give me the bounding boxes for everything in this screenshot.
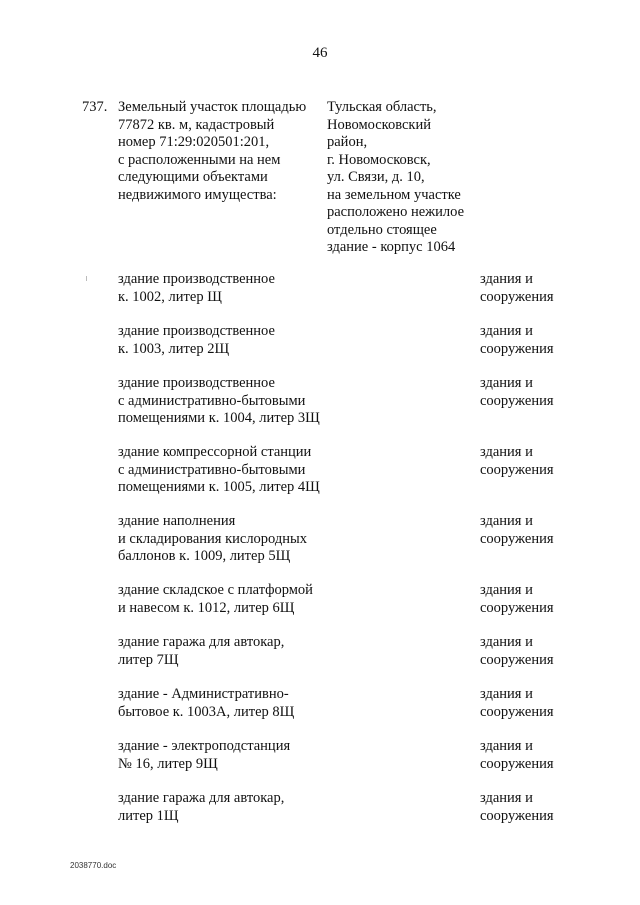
description-line: 77872 кв. м, кадастровый: [118, 116, 275, 133]
page-number: 46: [312, 45, 328, 61]
building-name: [118, 738, 438, 773]
building-name-line: здание складское с платформой: [118, 582, 313, 598]
building-category: [480, 271, 580, 306]
building-category-line: сооружения: [480, 599, 554, 616]
address-line: район,: [327, 134, 368, 150]
building-name: [118, 375, 438, 428]
land-plot-description: [118, 99, 318, 204]
building-name: [118, 634, 438, 669]
building-category-line: здания и: [480, 513, 533, 529]
building-name-line: здание производственное: [118, 375, 275, 391]
building-category-line: здания и: [480, 582, 533, 598]
building-name-line: литер 7Щ: [118, 651, 179, 668]
building-name-line: к. 1003, литер 2Щ: [118, 340, 230, 357]
address-line: отдельно стоящее: [327, 221, 437, 238]
land-plot-address: [327, 99, 487, 257]
building-category: [480, 634, 580, 669]
building-name: [118, 513, 438, 566]
building-name-line: здание гаража для автокар,: [118, 634, 285, 650]
building-name-line: литер 1Щ: [118, 807, 179, 824]
description-line: номер 71:29:020501:201,: [118, 134, 270, 150]
building-name-line: здание производственное: [118, 323, 275, 339]
building-category-line: здания и: [480, 375, 533, 391]
address-line: Тульская область,: [327, 99, 437, 115]
description-line: недвижимого имущества:: [118, 186, 277, 203]
address-line: на земельном участке: [327, 186, 461, 203]
building-name-line: с административно-бытовыми: [118, 461, 306, 478]
address-line: здание - корпус 1064: [327, 239, 456, 255]
building-category: [480, 582, 580, 617]
building-category-line: сооружения: [480, 651, 554, 668]
building-category-line: сооружения: [480, 461, 554, 478]
document-filename: 2038770.doc: [70, 861, 117, 870]
description-line: Земельный участок площадью: [118, 99, 307, 115]
building-category: [480, 686, 580, 721]
building-category-line: здания и: [480, 686, 533, 702]
building-category: [480, 444, 580, 479]
building-name-line: здание - Административно-: [118, 686, 289, 702]
building-name-line: здание наполнения: [118, 513, 236, 529]
description-line: следующими объектами: [118, 169, 268, 185]
building-name-line: и складирования кислородных: [118, 530, 308, 547]
building-category: [480, 513, 580, 548]
building-category-line: здания и: [480, 444, 533, 460]
building-category-line: здания и: [480, 271, 533, 287]
building-category-line: здания и: [480, 323, 533, 339]
building-name: [118, 271, 438, 306]
building-name: [118, 444, 438, 497]
building-name-line: здание - электроподстанция: [118, 738, 291, 754]
building-name-line: с административно-бытовыми: [118, 392, 306, 409]
building-category-line: сооружения: [480, 703, 554, 720]
margin-mark: [86, 276, 87, 281]
building-name: [118, 686, 438, 721]
building-category-line: здания и: [480, 738, 533, 754]
building-category-line: сооружения: [480, 755, 554, 772]
building-name-line: и навесом к. 1012, литер 6Щ: [118, 599, 295, 616]
building-category-line: здания и: [480, 634, 533, 650]
building-name-line: № 16, литер 9Щ: [118, 755, 218, 772]
building-name: [118, 582, 438, 617]
building-name: [118, 323, 438, 358]
building-name-line: баллонов к. 1009, литер 5Щ: [118, 548, 291, 564]
building-name-line: помещениями к. 1005, литер 4Щ: [118, 479, 320, 495]
building-name-line: здание компрессорной станции: [118, 444, 312, 460]
building-name-line: бытовое к. 1003А, литер 8Щ: [118, 703, 295, 720]
address-line: г. Новомосковск,: [327, 151, 431, 168]
building-category-line: сооружения: [480, 288, 554, 305]
building-category: [480, 738, 580, 773]
building-name: [118, 790, 438, 825]
address-line: ул. Связи, д. 10,: [327, 169, 425, 185]
building-name-line: здание гаража для автокар,: [118, 790, 285, 806]
building-category: [480, 375, 580, 410]
building-category-line: сооружения: [480, 807, 554, 824]
description-line: с расположенными на нем: [118, 151, 281, 168]
building-name-line: к. 1002, литер Щ: [118, 288, 222, 305]
building-category-line: сооружения: [480, 340, 554, 357]
building-category: [480, 790, 580, 825]
building-category-line: здания и: [480, 790, 533, 806]
building-name-line: здание производственное: [118, 271, 275, 287]
building-name-line: помещениями к. 1004, литер 3Щ: [118, 410, 320, 426]
address-line: Новомосковский: [327, 116, 431, 133]
building-category: [480, 323, 580, 358]
address-line: расположено нежилое: [327, 204, 465, 220]
building-category-line: сооружения: [480, 530, 554, 547]
entry-number: 737.: [82, 99, 108, 115]
building-category-line: сооружения: [480, 392, 554, 409]
